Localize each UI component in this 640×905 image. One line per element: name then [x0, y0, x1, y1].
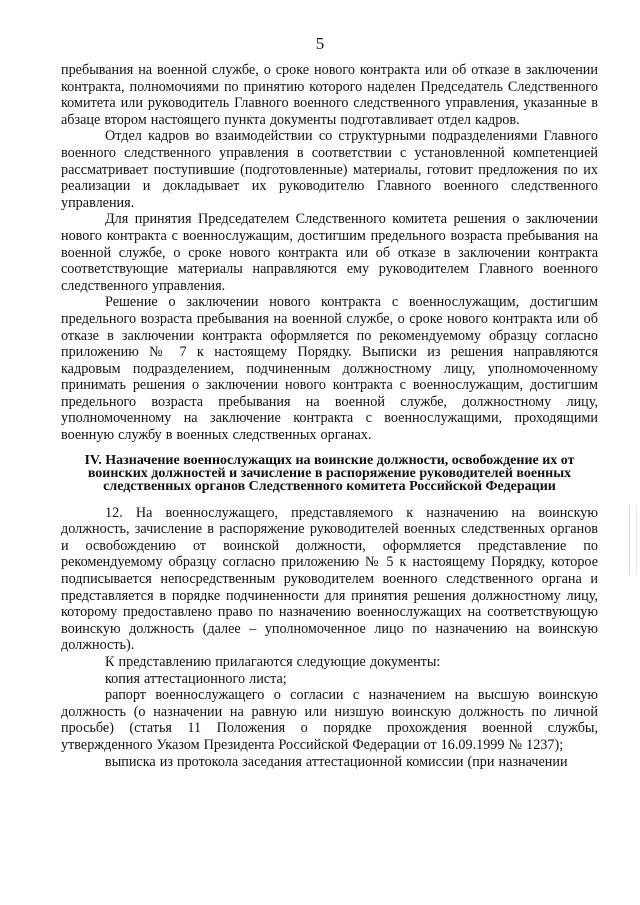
- paragraph-hr-department: Отдел кадров во взаимодействии со структурными подразделениями Главного военного следственного управления в соответствии с установленной компетенцией рассматривает поступившие (подготовленные) материалы, готовит предложения по их реализации и докладывает их руководителю Главного военного следственного управления.: [61, 128, 598, 211]
- list-item: копия аттестационного листа;: [105, 670, 287, 687]
- document-body: [61, 62, 598, 770]
- scan-margin-mark: [629, 505, 637, 575]
- paragraph-decision-format: Решение о заключении нового контракта с военнослужащим, достигшим предельного возраста пребывания на военной службе, о сроке нового контракта или об отказе в заключении контракта оформляется по рекомендуемому образцу согласно приложению № 7 к настоящему Порядку. Выписки из решения направляются кадровым подразделением, подчиненным должностному лицу, уполномоченному принимать решения о заключении нового контракта с военнослужащим, достигшим предельного возраста пребывания на военной службе, должностному лицу, уполномоченному на заключение контракта с военнослужащими, проходящими военную службу в военных следственных органах.: [61, 294, 598, 444]
- list-item: выписка из протокола заседания аттестационной комиссии (при назначении: [105, 753, 568, 770]
- page-number: 5: [315, 34, 325, 53]
- paragraph-item-12: 12. На военнослужащего, представляемого к назначению на воинскую должность, зачисление в распоряжение руководителей военных следственных органов и освобождению от воинской должности, оформляется представление по рекомендуемому образцу согласно приложению № 5 к настоящему Порядку, которое подписывается непосредственным руководителем военного следственного органа и представляется в порядке подчиненности для принятия решения должностному лицу, которому предоставлено право по назначению военнослужащих на соответствующую воинскую должность (далее – уполномоченное лицо по назначению на воинскую должность).: [61, 504, 598, 654]
- paragraph-attachments-intro: К представлению прилагаются следующие документы:: [105, 654, 441, 670]
- section-heading: IV. Назначение военнослужащих на воинские должности, освобождение их от воинских должностей и зачисление в распоряжение руководителей военных следственных органов Следственного комитета Российской Федерации: [84, 452, 575, 494]
- paragraph-chairman-decision: Для принятия Председателем Следственного комитета решения о заключении нового контракта с военнослужащим, достигшим предельного возраста пребывания на военной службе, о сроке нового контракта или об отказе в заключении контракта соответствующие материалы направляются ему руководителем Главного военного следственного управления.: [61, 211, 598, 294]
- paragraph-continuation: пребывания на военной службе, о сроке нового контракта или об отказе в заключении контракта, полномочиями по принятию которого наделен Председатель Следственного комитета или руководитель Главного военного следственного управления, указанные в абзаце втором настоящего пункта документы подготавливает отдел кадров.: [61, 62, 598, 128]
- list-item: рапорт военнослужащего о согласии с назначением на высшую воинскую должность (о назначении на равную или низшую воинскую должность по личной просьбе) (статья 11 Положения о порядке прохождения военной службы, утвержденного Указом Президента Российской Федерации от 16.09.1999 № 1237);: [61, 687, 598, 753]
